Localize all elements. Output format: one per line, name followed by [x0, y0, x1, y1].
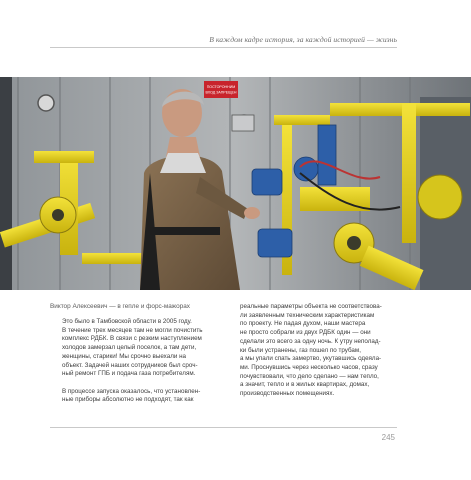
- text-line: не просто собрали из двух РДБК один — они: [240, 329, 371, 337]
- text-line: ный ремонт ГПБ и подача газа потребителям.: [62, 370, 196, 378]
- text-column-left: [62, 318, 222, 405]
- footer-rule: [50, 427, 397, 428]
- text-line: ные приборы абсолютно не подходят, так как: [62, 396, 194, 404]
- sign-text-2: ВХОД ЗАПРЕЩЕН: [205, 90, 237, 95]
- paragraph: [62, 318, 222, 379]
- text-line: по проекту. Не падая духом, наши мастера: [240, 320, 366, 328]
- text-line: производственных помещениях.: [240, 390, 335, 398]
- text-line: ли заявленным техническим характеристикам: [240, 311, 375, 319]
- text-line: сделали это всего за одну ночь. К утру неполад-: [240, 337, 381, 345]
- photo-caption: Виктор Алексеевич — в гепле и форс-мажорах: [50, 303, 190, 310]
- page-number: 245: [381, 433, 395, 442]
- text-line: холодов замерзал целый поселок, а там дети,: [62, 344, 197, 352]
- paragraph: [240, 303, 402, 399]
- text-column-right: [240, 303, 402, 399]
- text-line: а значит, тепло и в жилых квартирах, домах,: [240, 381, 370, 389]
- sign-text-1: ПОСТОРОННИМ: [206, 85, 236, 89]
- text-line: комплекс РДБК. В связи с резким наступлением: [62, 335, 202, 343]
- header-rule: [50, 47, 397, 48]
- text-line: а мы упали спать замертво, укутавшись одеяла-: [240, 355, 382, 363]
- text-line: ки были устранены, газ пошел по трубам,: [240, 346, 361, 354]
- text-line: женщины, старики! Мы срочно выехали на: [62, 352, 186, 360]
- text-line: В процессе запуска оказалось, что установлен-: [62, 387, 201, 395]
- text-line: В течение трех месяцев там не могли почистить: [62, 326, 203, 334]
- text-line: Это было в Тамбовской области в 2005 году.: [62, 318, 192, 325]
- text-line: ми. Проснувшись через несколько часов, сразу: [240, 363, 378, 371]
- running-head: В каждом кадре история, за каждой историей — жизнь: [209, 35, 397, 44]
- text-line: почувствовали, что дело сделано — нам тепло,: [240, 372, 379, 380]
- text-line: реальные параметры объекта не соответствова-: [240, 303, 382, 310]
- paragraph: [62, 388, 222, 405]
- photo: [0, 77, 471, 290]
- text-line: объект. Задачей наших сотрудников был сроч-: [62, 361, 198, 369]
